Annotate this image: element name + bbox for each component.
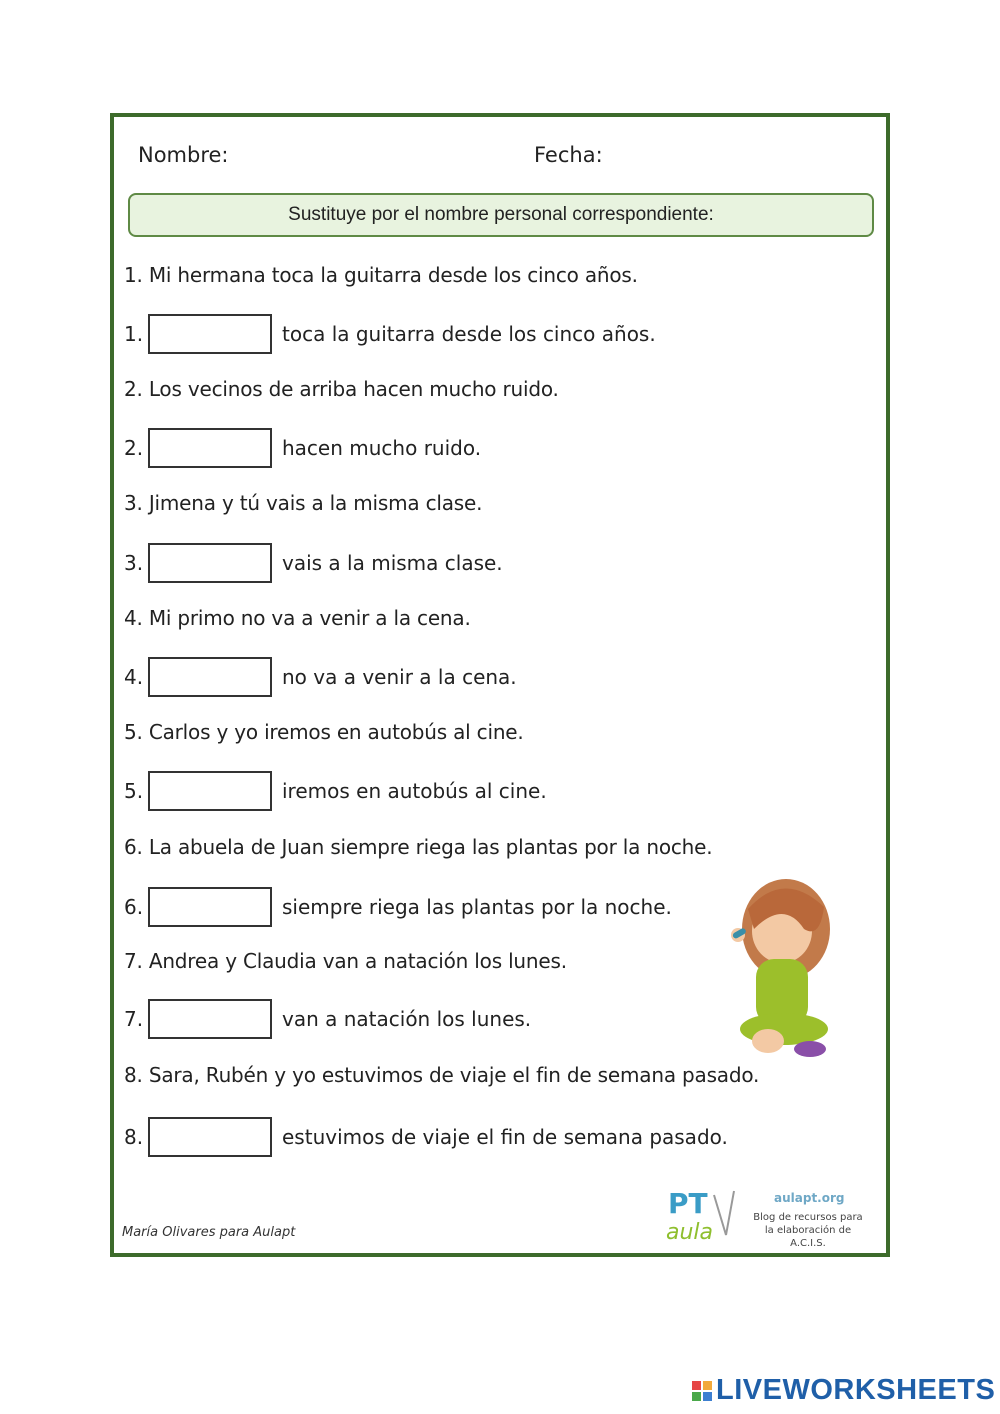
exercise-number: 7. (124, 1007, 144, 1031)
aulapt-logo (664, 1183, 754, 1247)
girl-illustration (724, 869, 844, 1065)
exercise-answer-row (124, 655, 517, 699)
exercise-sentence: 3. Jimena y tú vais a la misma clase. (124, 491, 483, 515)
exercise-rest-text: vais a la misma clase. (282, 551, 503, 575)
answer-input-4[interactable] (148, 657, 272, 697)
exercise-sentence: 6. La abuela de Juan siempre riega las plantas por la noche. (124, 835, 713, 859)
answer-input-8[interactable] (148, 1117, 272, 1157)
exercise-number: 6. (124, 895, 144, 919)
exercise-sentence: 8. Sara, Rubén y yo estuvimos de viaje el fin de semana pasado. (124, 1063, 760, 1087)
exercise-rest-text: estuvimos de viaje el fin de semana pasado. (282, 1125, 728, 1149)
fecha-label: Fecha: (534, 143, 603, 167)
author-credit: María Olivares para Aulapt (122, 1225, 296, 1240)
exercise-sentence: 1. Mi hermana toca la guitarra desde los cinco años. (124, 263, 638, 287)
worksheet-frame (110, 113, 890, 1257)
answer-input-1[interactable] (148, 314, 272, 354)
blog-description: Blog de recursos para la elaboración de A.C.I.S. (753, 1212, 863, 1249)
answer-input-6[interactable] (148, 887, 272, 927)
exercise-number: 4. (124, 665, 144, 689)
exercise-rest-text: hacen mucho ruido. (282, 436, 482, 460)
instruction-banner: Sustituye por el nombre personal correspondiente: (128, 193, 874, 237)
svg-text:aula: aula (666, 1220, 714, 1245)
exercise-number: 8. (124, 1125, 144, 1149)
svg-text:PT: PT (668, 1187, 708, 1220)
liveworksheets-icon (692, 1381, 712, 1401)
exercise-sentence: 7. Andrea y Claudia van a natación los lunes. (124, 949, 567, 973)
exercise-number: 2. (124, 436, 144, 460)
exercise-sentence: 2. Los vecinos de arriba hacen mucho ruido. (124, 377, 559, 401)
exercise-answer-row (124, 1115, 728, 1159)
exercise-number: 5. (124, 779, 144, 803)
blog-title: aulapt.org (774, 1191, 845, 1205)
answer-input-5[interactable] (148, 771, 272, 811)
exercise-number: 3. (124, 551, 144, 575)
exercise-answer-row (124, 541, 503, 585)
exercise-rest-text: no va a venir a la cena. (282, 665, 517, 689)
answer-input-3[interactable] (148, 543, 272, 583)
exercise-answer-row (124, 997, 531, 1041)
exercise-sentence: 4. Mi primo no va a venir a la cena. (124, 606, 471, 630)
answer-input-2[interactable] (148, 428, 272, 468)
exercise-answer-row (124, 769, 547, 813)
exercise-rest-text: iremos en autobús al cine. (282, 779, 547, 803)
answer-input-7[interactable] (148, 999, 272, 1039)
exercise-answer-row (124, 312, 656, 356)
brand-name: LIVEWORKSHEETS (716, 1374, 996, 1406)
exercise-rest-text: van a natación los lunes. (282, 1007, 532, 1031)
nombre-label: Nombre: (138, 143, 229, 167)
liveworksheets-brand (692, 1374, 995, 1407)
exercise-rest-text: toca la guitarra desde los cinco años. (282, 322, 656, 346)
exercise-answer-row (124, 885, 672, 929)
exercise-number: 1. (124, 322, 144, 346)
aulapt-logo-icon (664, 1183, 754, 1247)
exercise-answer-row (124, 426, 481, 470)
exercise-sentence: 5. Carlos y yo iremos en autobús al cine. (124, 720, 524, 744)
exercise-rest-text: siempre riega las plantas por la noche. (282, 895, 672, 919)
